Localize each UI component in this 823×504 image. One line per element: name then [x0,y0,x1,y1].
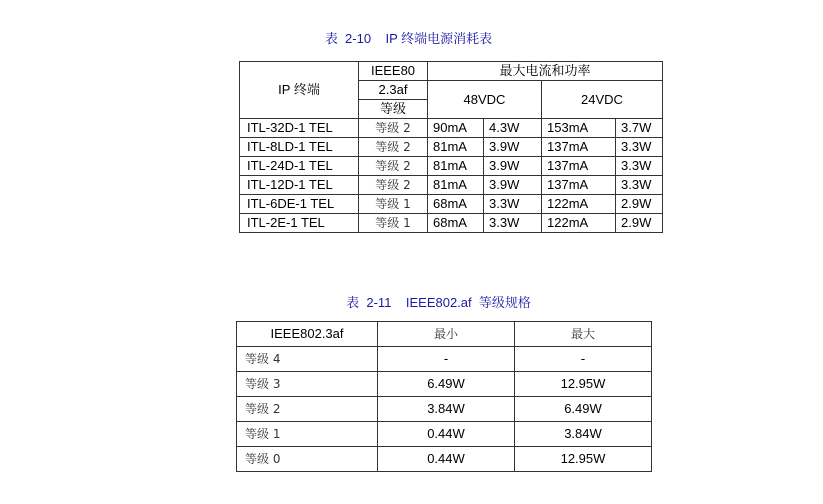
cell-class: 等级 0 [237,447,378,472]
cell-power-48: 4.3W [484,119,542,138]
header-max-current-power: 最大电流和功率 [428,62,663,81]
cell-current-48: 81mA [428,176,484,195]
cell-current-24: 122mA [542,214,616,233]
ip-terminal-power-table [239,61,663,233]
table-row [237,372,652,397]
cell-power-48: 3.3W [484,195,542,214]
table-row [240,195,663,214]
cell-current-48: 68mA [428,214,484,233]
cell-class: 等级 1 [237,422,378,447]
cell-min: 0.44W [378,422,515,447]
table-row [240,214,663,233]
table-row [237,447,652,472]
header-24vdc: 24VDC [542,81,663,119]
table-row [240,138,663,157]
cell-class: 等级 2 [359,176,428,195]
table-2-10-caption: 表 2-10 IP 终端电源消耗表 [324,31,493,46]
table-row [237,347,652,372]
cell-current-24: 122mA [542,195,616,214]
cell-class: 等级 1 [359,195,428,214]
header-min: 最小 [378,322,515,347]
table-row [240,119,663,138]
cell-power-48: 3.9W [484,138,542,157]
header-ieee-line1: IEEE80 [359,62,428,81]
cell-min: - [378,347,515,372]
cell-current-48: 81mA [428,157,484,176]
cell-min: 3.84W [378,397,515,422]
cell-max: 12.95W [515,372,652,397]
cell-terminal: ITL-24D-1 TEL [240,157,359,176]
header-ip-terminal: IP 终端 [240,62,359,119]
cell-class: 等级 2 [359,138,428,157]
table-header-row [240,62,663,81]
cell-power-24: 3.3W [616,157,663,176]
table-row [237,422,652,447]
header-ieee-line2: 2.3af [359,81,428,100]
cell-max: - [515,347,652,372]
cell-terminal: ITL-6DE-1 TEL [240,195,359,214]
cell-class: 等级 1 [359,214,428,233]
table-row [237,397,652,422]
cell-current-48: 68mA [428,195,484,214]
cell-power-24: 3.3W [616,176,663,195]
cell-current-48: 90mA [428,119,484,138]
table-2-11-caption: 表 2-11 IEEE802.af 等级规格 [346,295,531,310]
cell-power-48: 3.9W [484,176,542,195]
table-row [240,176,663,195]
table-header-row [237,322,652,347]
cell-current-48: 81mA [428,138,484,157]
header-ieee-line3: 等级 [359,100,428,119]
cell-current-24: 137mA [542,157,616,176]
cell-power-48: 3.3W [484,214,542,233]
cell-power-24: 3.3W [616,138,663,157]
header-max: 最大 [515,322,652,347]
cell-class: 等级 2 [237,397,378,422]
cell-max: 12.95W [515,447,652,472]
header-48vdc: 48VDC [428,81,542,119]
cell-class: 等级 2 [359,157,428,176]
cell-class: 等级 3 [237,372,378,397]
header-ieee8023af: IEEE802.3af [237,322,378,347]
cell-terminal: ITL-32D-1 TEL [240,119,359,138]
cell-class: 等级 4 [237,347,378,372]
ieee-class-spec-table [236,321,652,472]
cell-power-24: 2.9W [616,195,663,214]
cell-current-24: 137mA [542,138,616,157]
cell-max: 6.49W [515,397,652,422]
cell-class: 等级 2 [359,119,428,138]
cell-terminal: ITL-8LD-1 TEL [240,138,359,157]
cell-current-24: 137mA [542,176,616,195]
cell-min: 0.44W [378,447,515,472]
cell-terminal: ITL-2E-1 TEL [240,214,359,233]
cell-max: 3.84W [515,422,652,447]
cell-min: 6.49W [378,372,515,397]
cell-power-48: 3.9W [484,157,542,176]
cell-power-24: 2.9W [616,214,663,233]
cell-power-24: 3.7W [616,119,663,138]
cell-current-24: 153mA [542,119,616,138]
table-row [240,157,663,176]
cell-terminal: ITL-12D-1 TEL [240,176,359,195]
